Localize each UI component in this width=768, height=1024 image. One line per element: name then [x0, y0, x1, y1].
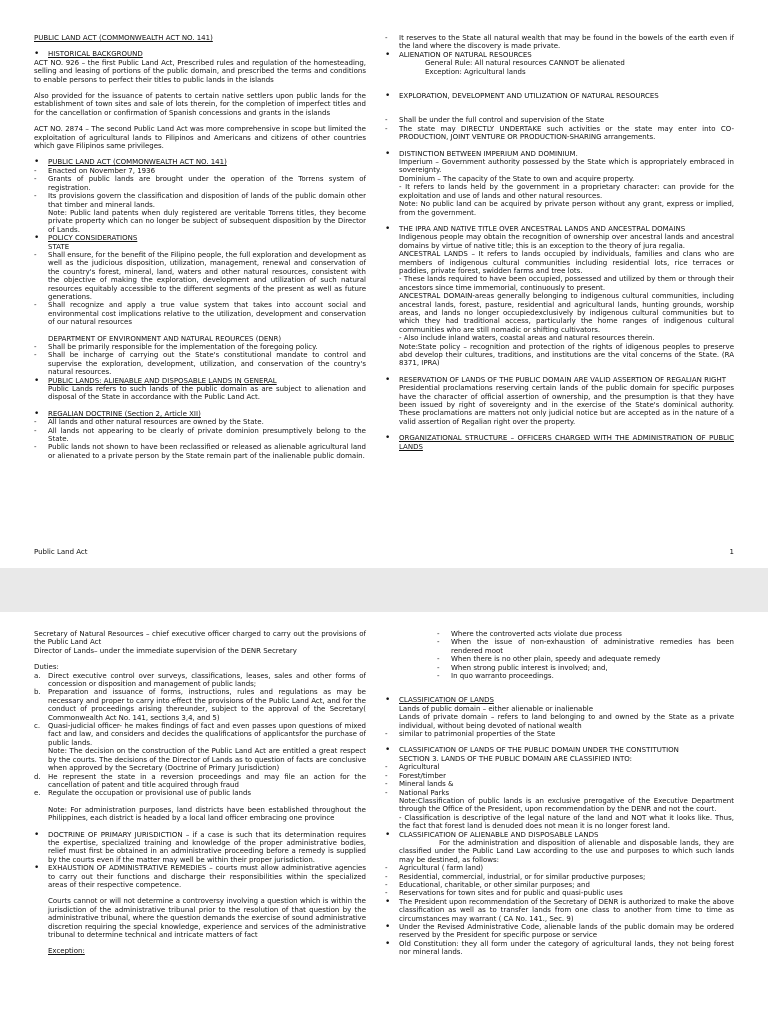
bullet-icon: • [385, 49, 391, 60]
page-gap [0, 568, 768, 612]
list-item: • Under the Revised Administrative Code, alienable lands of the public domain may be ordered reserved by the President for specific purpose or service [385, 922, 734, 940]
bullet-icon: • [385, 922, 391, 932]
section-ipra: • THE IPRA AND NATIVE TITLE OVER ANCESTRAL LANDS AND ANCESTRAL DOMAINS [385, 223, 686, 234]
bullet-icon: • [385, 374, 391, 385]
bullet-icon: • [34, 157, 40, 168]
page2-left-column [34, 630, 366, 956]
list-item: - Enacted on November 7, 1936 [34, 166, 156, 175]
denr-label: DEPARTMENT OF ENVIRONMENT AND NATURAL REOURCES (DENR) [48, 334, 282, 343]
section-alienable-classification: • CLASSIFICATION OF ALIENABLE AND DISPOSABLE LANDS [385, 829, 599, 840]
secretary-text: Secretary of Natural Resources – chief executive officer charged to carry out the provisions of the Public Land Act [34, 630, 366, 647]
imperium-text: Imperium – Government authority possessed by the State which is appropriately embraced in sovereignty. [399, 158, 734, 175]
bullet-icon: • [385, 938, 391, 949]
list-item: c. Quasi-judicial officer- he makes findings of fact and even passes upon questions of mixed fact and law, and considers and decides the qualifications of applicantsfor the purchase of public lands. [34, 722, 366, 747]
page1-right-column [385, 34, 734, 451]
doc-title: PUBLIC LAND ACT (COMMONWEALTH ACT NO. 141) [34, 34, 213, 42]
list-item: - Shall be primarily responsible for the implementation of the foregoing policy. [34, 343, 318, 351]
section-regalian: • REGALIAN DOCTRINE (Section 2, Article XII) [34, 408, 201, 419]
list-item: - Shall be incharge of carrying out the State's constitutional mandate to control and supervise the exploration, development, utilization, and conservation of the country's natural resources. [34, 351, 366, 377]
pla-note: Note: Public land patents when duly registered are veritable Torrens titles, they become private property which can no longer be subject of subsequent disposition by the Director of Lands. [48, 208, 366, 234]
section-3: SECTION 3. LANDS OF THE PUBLIC DOMAIN ARE CLASSIFIED INTO: [399, 754, 632, 763]
dominium-text: Dominium – The capacity of the State to own and acquire property. [399, 174, 635, 183]
page-footer [34, 548, 734, 556]
list-item: d. He represent the state in a reversion proceedings and may file an action for the cancellation of patent and title acquired through fraud [34, 772, 366, 789]
list-item: - Grants of public lands are brought under the operation of the Torrens system of registration. [34, 175, 366, 192]
director-text: Director of Lands– under the immediate supervision of the DENR Secretary [34, 646, 297, 655]
hist-paragraph-1: ACT NO. 926 – the first Public Land Act, Prescribed rules and regulation of the homesteading, selling and leasing of portions of the public domain, and prescribed the terms and conditions to enable persons to perfect their titles to public lands in the islands [34, 58, 366, 84]
list-item: - Agricultural [385, 763, 440, 772]
list-item: - Its provisions govern the classification and disposition of lands of the public domain other that timber and mineral lands. [34, 192, 366, 209]
list-item: - Forest/timber [385, 771, 446, 780]
list-item: - Residential, commercial, industrial, or for similar productive purposes; [385, 872, 646, 881]
alienable-paragraph: For the administration and disposition of alienable and disposable lands, they are classified under the Public Land Law according to the use and purposes to which such lands may be destined, as follows: [399, 838, 734, 864]
courts-paragraph: Courts cannot or will not determine a controversy involving a question which is within the jurisdiction of the administrative tribunal prior to the resolution of that question by the administrative tribunal, where the question demands the exercise of sound administrative discretion requiring the special knowledge, experience and services of the administrative tribunal to determine technical and intricate matters of fact [48, 897, 366, 939]
class-private: Lands of private domain – refers to land belonging to and owned by the State as a private individual, without being devoted of national wealth [399, 713, 734, 730]
ipra-note: Note:State policy – recognition and protection of the rights of idigenous peoples to preserve abd develop their cultures, traditions, and institutions are the vital concerns of the State. (RA 8371, IPRA) [399, 342, 734, 368]
page-2 [0, 612, 768, 1024]
list-item: - Where the controverted acts violate due process [437, 630, 622, 638]
bullet-icon: • [34, 49, 40, 60]
list-item: - When the issue of non-exhaustion of administrative remedies has been rendered moot [437, 638, 734, 655]
list-item: • Old Constitution: they all form under the category of agricultural lands, they not being forest nor mineral lands. [385, 938, 734, 957]
alienable-paragraph: Public Lands refers to such lands of the public domain as are subject to alienation and disposal of the State in accordance with the Public Land Act. [48, 385, 366, 402]
dominium-text-2: - It refers to lands held by the government in a proprietary character: can provide for the exploitation and use of lands and other natural resources. [399, 183, 734, 200]
section-constitution: • CLASSIFICATION OF LANDS OF THE PUBLIC DOMAIN UNDER THE CONSTITUTION [385, 745, 679, 756]
class-public: Lands of public domain – either alienable or inalienable [399, 704, 594, 713]
bullet-icon: • [385, 745, 391, 756]
list-item: - When there is no other plain, speedy and adequate remedy [437, 655, 661, 664]
exhaustion-item: • EXHAUSTION OF ADMINISTRATIVE REMEDIES – courts must allow administrative agencies to carry out their functions and discharge their responsibilities within the specialized areas of their respective competence. [34, 863, 366, 889]
list-item: - Shall ensure, for the benefit of the Filipino people, the full exploration and development as well as the judicious disposition, utilization, management, renewal and conservation of the country's forest, mineral, land, waters and other natural resources, consistent with the objective of making the exploration, development and utilization of such natural resources equitably accessible to the different segments of the present as well as future generations. [34, 250, 366, 301]
list-item: - Public lands not shown to have been reclassified or released as alienable agricultural land or alienated to a private person by the State remain part of the inalienable public domain. [34, 443, 366, 460]
duty-c-note: Note: The decision on the construction of the Public Land Act are entitled a great respect by the courts. The decisions of the Director of Lands as to question of facts are conclusive when approved by the Secretary (Doctrine of Primary Jurisdiction) [48, 747, 366, 773]
page2-right-column [385, 630, 734, 957]
section-alienation: • ALIENATION OF NATURAL RESOURCES [385, 49, 532, 60]
ancestral-domain: ANCESTRAL DOMAIN-areas generally belonging to indigenous cultural communities, including ancestral lands, forest, pasture, residential and agricultural lands, hunting grounds, worship areas, and lands no longer occupiedexclusively by indigenous cultural communities but to which they had traditional access, particularly the home ranges of indigenous cultural communities who are still nomadic or shifting cultivators. [399, 292, 734, 334]
ancestral-lands-2: - These lands required to have been occupied, possessed and utilized by them or through their ancestors since time immemorial, continuously to present. [399, 275, 734, 292]
bullet-icon: • [385, 829, 391, 840]
bullet-icon: • [34, 829, 40, 840]
list-item: - When strong public interest is involved; and, [437, 663, 608, 672]
list-item: - The state may DIRECTLY UNDERTAKE such activities or the state may enter into CO-PRODUCTION, JOINT VENTURE OR PRODUCTION-SHARING arrangements. [385, 124, 734, 142]
exception-rule: Exception: Agricultural lands [425, 67, 526, 76]
bullet-icon: • [34, 233, 40, 244]
list-item: - National Parks [385, 788, 450, 797]
const-note-2: - Classification is descriptive of the legal nature of the land and NOT what it looks like. Thus, the fact that forest land is denuded does not mean it is no longer forest land. [399, 813, 734, 831]
list-item: - Educational, charitable, or other similar purposes; and [385, 880, 590, 889]
list-item: - All lands and other natural resources are owned by the State. [34, 418, 264, 427]
section-classification: • CLASSIFICATION OF LANDS [385, 695, 494, 706]
exception-label: Exception: [48, 947, 85, 956]
section-imperium: • DISTINCTION BETWEEN IMPERIUM AND DOMINIUM. [385, 148, 578, 159]
section-pla: • PUBLIC LAND ACT (COMMONWEALTH ACT NO. 141) [34, 157, 227, 168]
bullet-icon: • [385, 695, 391, 706]
list-item: a. Direct executive control over surveys, classifications, leases, sales and other forms of concession or disposition and management of public lands; [34, 671, 366, 689]
list-item: - similar to patrimonial properties of the State [385, 730, 556, 739]
dominium-note: Note: No public land can be acquired by private person without any grant, express or implied, from the government. [399, 200, 734, 217]
list-item: - Agricultural ( farm land) [385, 864, 484, 873]
list-item: - Shall recognize and apply a true value system that takes into account social and environmental cost implications relative to the utilization, development and conservation of our natural resources [34, 301, 366, 327]
list-item: - It reserves to the State all natural wealth that may be found in the bowels of the earth even if the land where the discovery is made private. [385, 34, 734, 51]
page1-left-column [34, 34, 366, 460]
list-item: - All lands not appearing to be clearly of private dominion presumptively belong to the State. [34, 426, 366, 444]
list-item: • The President upon recommendation of the Secretary of DENR is authorized to make the above classification as well as to transfer lands from one class to another from time to time as circumstances may warrant ( CA No. 141., Sec. 9) [385, 896, 734, 923]
ancestral-domain-2: - Also include inland waters, coastal areas and natural resources therein. [399, 334, 655, 343]
section-exploration: • EXPLORATION, DEVELOPMENT AND UTILIZATION OF NATURAL RESOURCES [385, 91, 659, 102]
ancestral-lands: ANCESTRAL LANDS – It refers to lands occupied by individuals, families and clans who are members of indigenous cultural communities including residential lots, rice terraces or paddies, private forest, swidden farms and tree lots. [399, 250, 734, 275]
list-item: - Reservations for town sites and for public and quasi-public uses [385, 889, 623, 898]
hist-paragraph-3: ACT NO. 2874 – The second Public Land Act was more comprehensive in scope but limited the exploitation of agricultural lands to Filipinos and Americans and citizens of other countries which gave Filipinos same privileges. [34, 125, 366, 151]
footer-title: Public Land Act [34, 548, 88, 556]
list-item: - Shall be under the full control and supervision of the State [385, 116, 605, 125]
hist-paragraph-2: Also provided for the issuance of patents to certain native settlers upon public lands for the establishment of town sites and sale of lots therein, for the completion of imperfect titles and for the cancellation or confirmation of Spanish concessions and grants in the islands [34, 92, 366, 117]
list-item: - In quo warranto proceedings. [437, 672, 554, 681]
section-organizational: • ORGANIZATIONAL STRUCTURE – OFFICERS CHARGED WITH THE ADMINISTRATION OF PUBLIC LANDS [385, 433, 734, 451]
section-policy: • POLICY CONSIDERATIONS [34, 233, 138, 244]
bullet-icon: • [385, 91, 391, 102]
section-historical: • HISTORICAL BACKGROUND [34, 49, 143, 60]
bullet-icon: • [34, 863, 40, 874]
reservation-paragraph: Presidential proclamations reserving certain lands of the public domain for specific purposes have the character of official assertion of ownership, and the presumption is that they have been issued by right of sovereignty and in the exercise of the State's dominical authority. These proclamations are matters not only judicial notice but are accepted as in the nature of a valid assertion of Regalian right over the property. [399, 384, 734, 426]
bullet-icon: • [385, 896, 391, 907]
duties-label: Duties: [34, 663, 59, 672]
bullet-icon: • [34, 375, 40, 386]
state-label: STATE [48, 242, 70, 251]
list-item: b. Preparation and issuance of forms, instructions, rules and regulations as may be necessary and proper to carry into effect the provisions of the Public Land Act, and for the conduct of proceedings arising thereunder, subject to the approval of the Secretary( Commonwealth Act No. 141, sections 3,4, and 5) [34, 688, 366, 722]
section-alienable: • PUBLIC LANDS: ALIENABLE AND DISPOSABLE LANDS IN GENERAL [34, 375, 277, 386]
page-number: 1 [729, 548, 734, 556]
ipra-paragraph: Indigenous people may obtain the recognition of ownership over ancestral lands and ancestral domains by virtue of native title; this is an exception to the theory of jura regalia. [399, 233, 734, 250]
list-item: - Mineral lands & [385, 780, 454, 789]
doctrine-item: • DOCTRINE OF PRIMARY JURISDICTION – if a case is such that its determination requires the expertise, specialized training and knowledge of the proper administrative bodies, relief must first be obtained in an administrative proceeding before a remedy is supplied by the courts even if the matter may well be within their proper jurisdiction. [34, 829, 366, 864]
general-rule: General Rule: All natural resources CANNOT be alienated [425, 59, 625, 68]
exceptions-list [385, 630, 734, 680]
section-reservation: • RESERVATION OF LANDS OF THE PUBLIC DOMAIN ARE VALID ASSERTION OF REGALIAN RIGHT [385, 374, 727, 385]
bullet-icon: • [385, 148, 391, 159]
admin-note: Note: For administration purposes, land districts have been established throughout the Philippines, each district is headed by a local land officer embracing one province [48, 805, 366, 823]
list-item: e. Regulate the occupation or provisional use of public lands [34, 789, 252, 798]
bullet-icon: • [34, 408, 40, 419]
bullet-icon: • [385, 433, 391, 444]
const-note: Note:Classification of public lands is an exclusive prerogative of the Executive Department through the Office of the President, upon recommendation by the DENR and not the court. [399, 796, 734, 814]
bullet-icon: • [385, 223, 391, 234]
